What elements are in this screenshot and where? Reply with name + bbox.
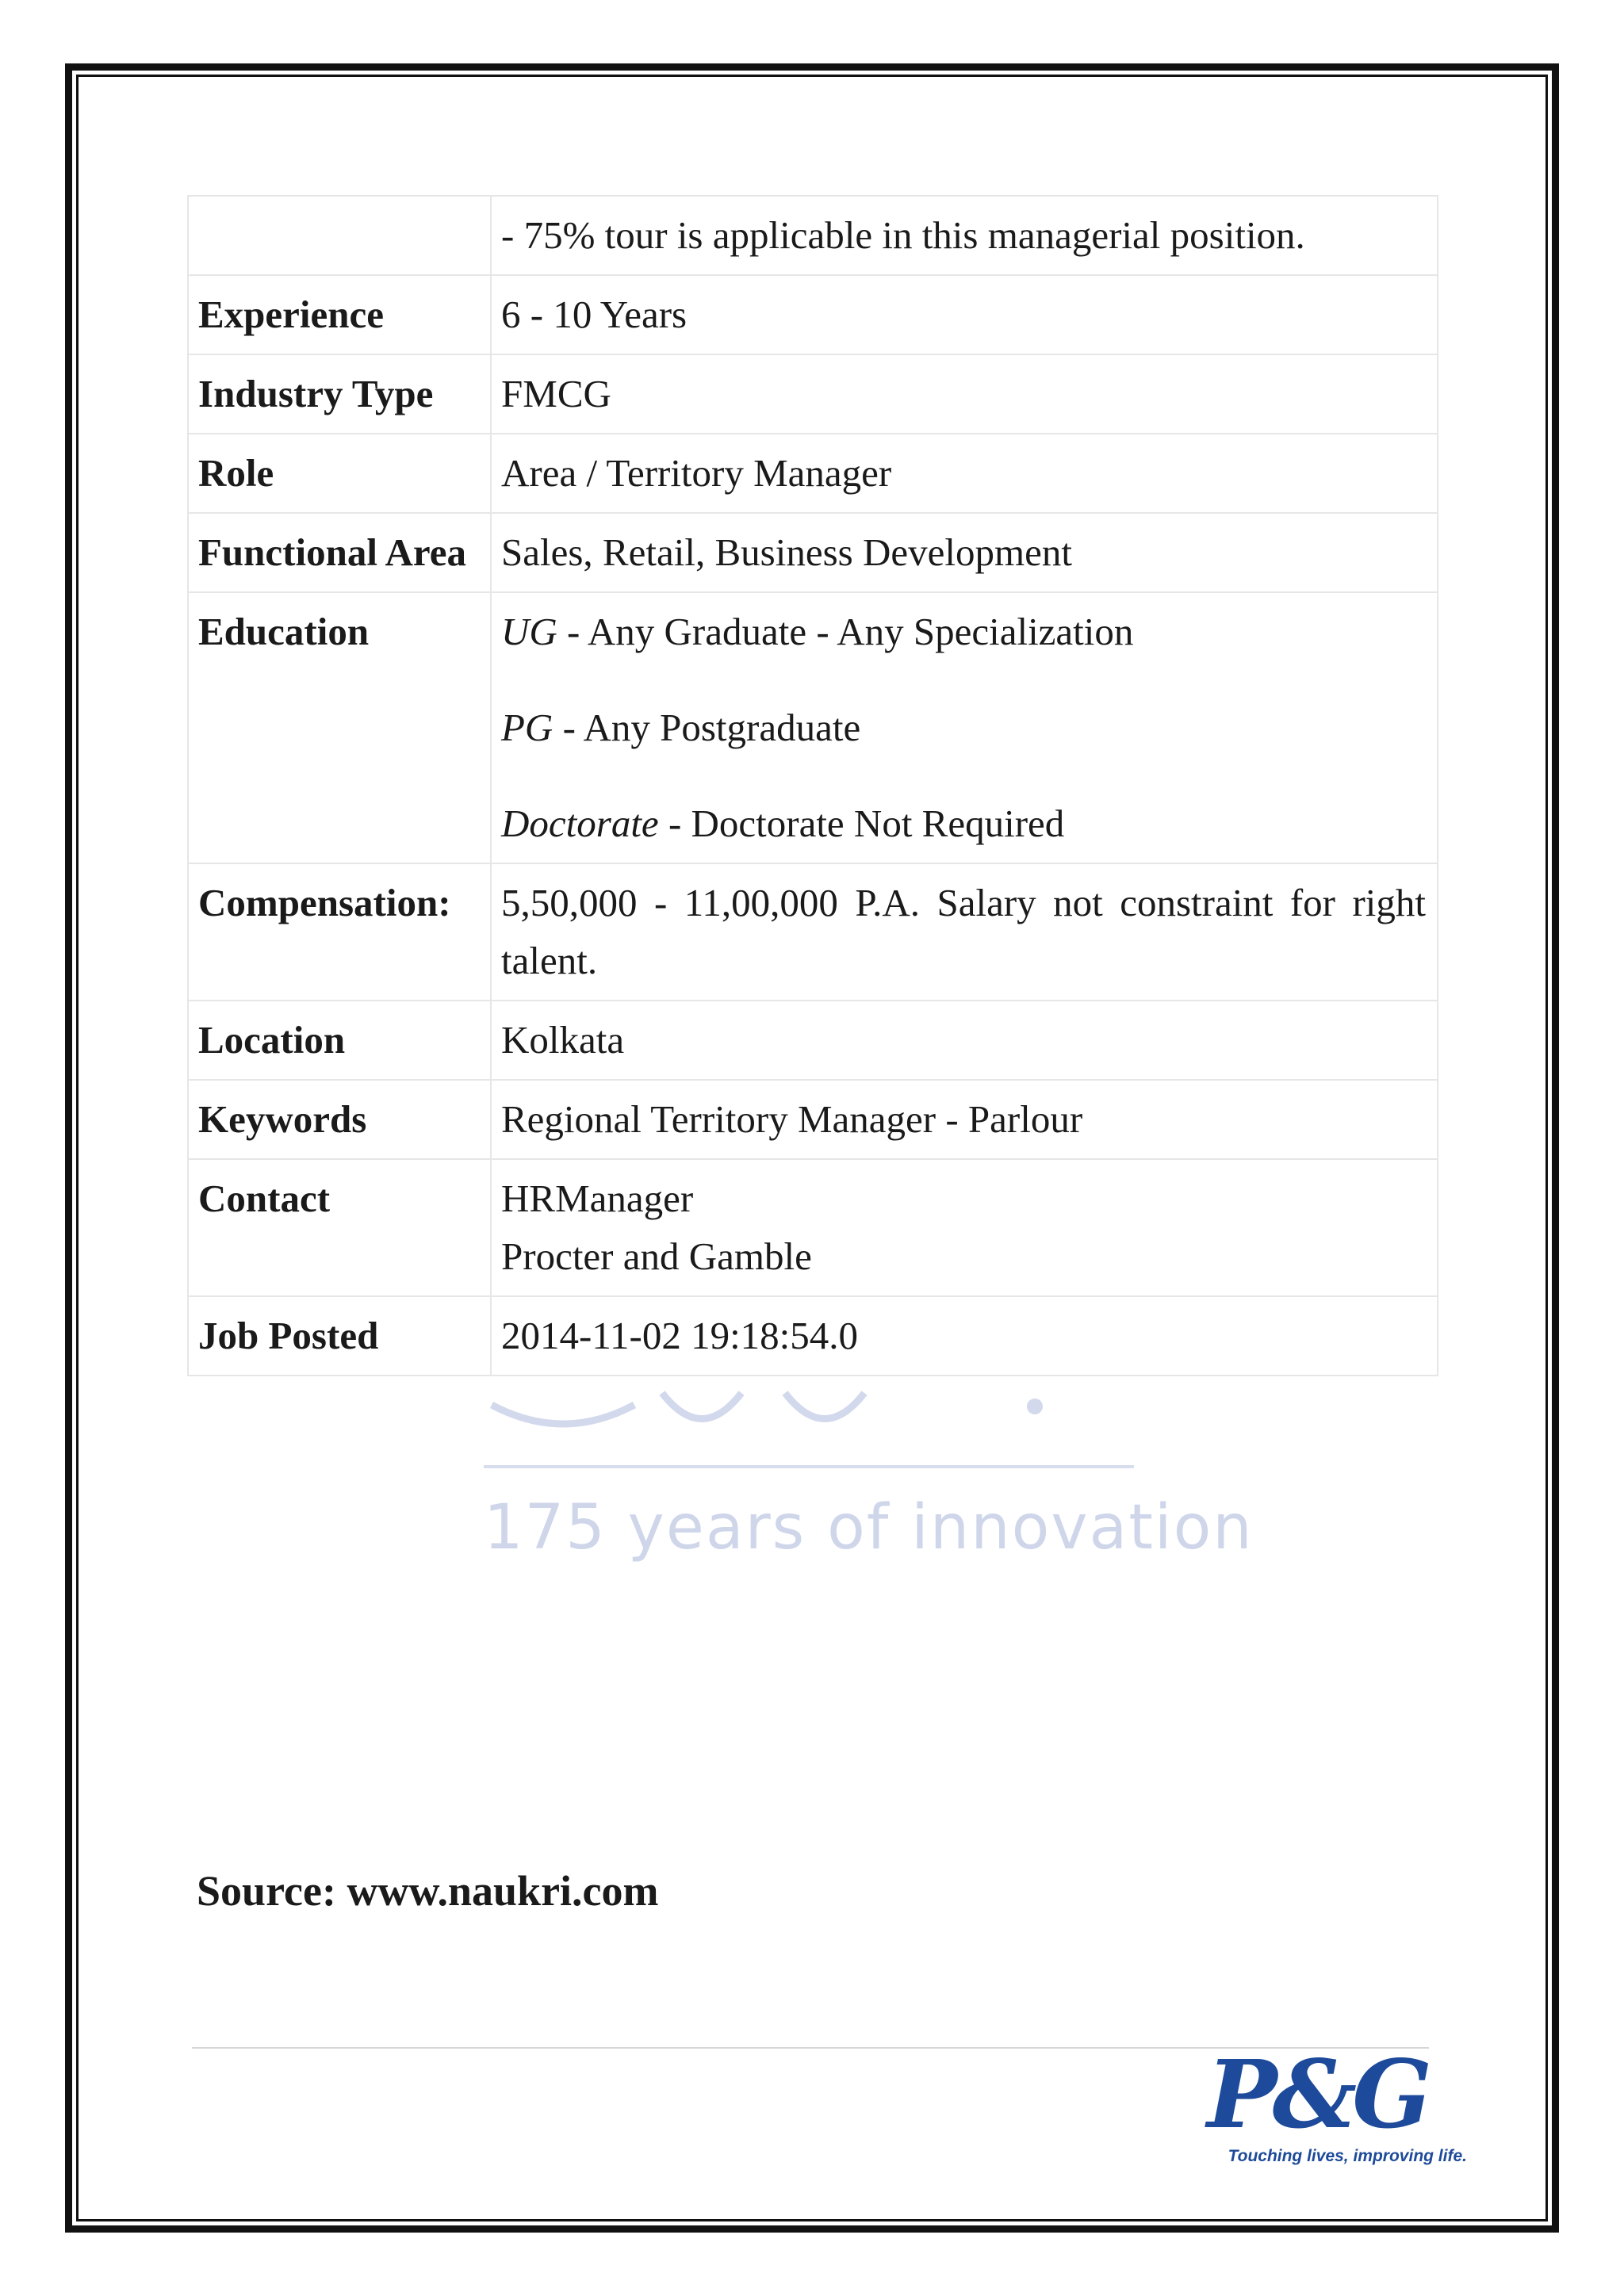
table-row (188, 354, 1438, 434)
education-pg-level: PG (501, 706, 553, 749)
experience-value: 6 - 10 Years (491, 275, 1438, 354)
pg-logo: P&G (1206, 2039, 1427, 2149)
table-row (188, 1080, 1438, 1159)
education-doctorate-level: Doctorate (501, 802, 659, 845)
job-posted-value: 2014-11-02 19:18:54.0 (491, 1296, 1438, 1376)
table-row (188, 592, 1438, 863)
education-pg-detail: - Any Postgraduate (553, 706, 861, 749)
table-row (188, 863, 1438, 1001)
education-ug-level: UG (501, 610, 557, 653)
table-row (188, 1159, 1438, 1296)
row-label (188, 196, 491, 275)
watermark-rule (484, 1465, 1134, 1468)
compensation-value: 5,50,000 - 11,00,000 P.A. Salary not constraint for right talent. (491, 863, 1438, 1001)
contact-label: Contact (188, 1159, 491, 1296)
education-doctorate (501, 794, 1426, 852)
functional-area-value: Sales, Retail, Business Development (491, 513, 1438, 592)
education-label: Education (188, 592, 491, 863)
experience-label: Experience (188, 275, 491, 354)
contact-line-1: HRManager (501, 1177, 694, 1220)
functional-area-label: Functional Area (188, 513, 491, 592)
location-value: Kolkata (491, 1001, 1438, 1080)
anniversary-watermark (476, 1357, 1254, 1587)
keywords-label: Keywords (188, 1080, 491, 1159)
role-label: Role (188, 434, 491, 513)
education-value (491, 592, 1438, 863)
table-row (188, 1001, 1438, 1080)
table-row (188, 513, 1438, 592)
watermark-text: 175 years of innovation (484, 1492, 1254, 1563)
keywords-value: Regional Territory Manager - Parlour (491, 1080, 1438, 1159)
job-posted-label: Job Posted (188, 1296, 491, 1376)
contact-value (491, 1159, 1438, 1296)
role-value: Area / Territory Manager (491, 434, 1438, 513)
compensation-label: Compensation: (188, 863, 491, 1001)
industry-type-label: Industry Type (188, 354, 491, 434)
table-row (188, 434, 1438, 513)
industry-type-value: FMCG (491, 354, 1438, 434)
table-row (188, 196, 1438, 275)
pg-brand (1206, 2039, 1475, 2180)
source-line: Source: www.naukri.com (197, 1867, 659, 1915)
education-ug (501, 603, 1426, 660)
pg-tagline: Touching lives, improving life. (1228, 2147, 1467, 2165)
contact-line-2: Procter and Gamble (501, 1234, 812, 1278)
watermark-graphic (476, 1357, 1158, 1445)
tour-note: - 75% tour is applicable in this managerial position. (491, 196, 1438, 275)
education-doctorate-detail: - Doctorate Not Required (658, 802, 1065, 845)
job-details-table (187, 195, 1438, 1376)
location-label: Location (188, 1001, 491, 1080)
education-ug-detail: - Any Graduate - Any Specialization (557, 610, 1134, 653)
table-row (188, 275, 1438, 354)
education-pg (501, 698, 1426, 756)
